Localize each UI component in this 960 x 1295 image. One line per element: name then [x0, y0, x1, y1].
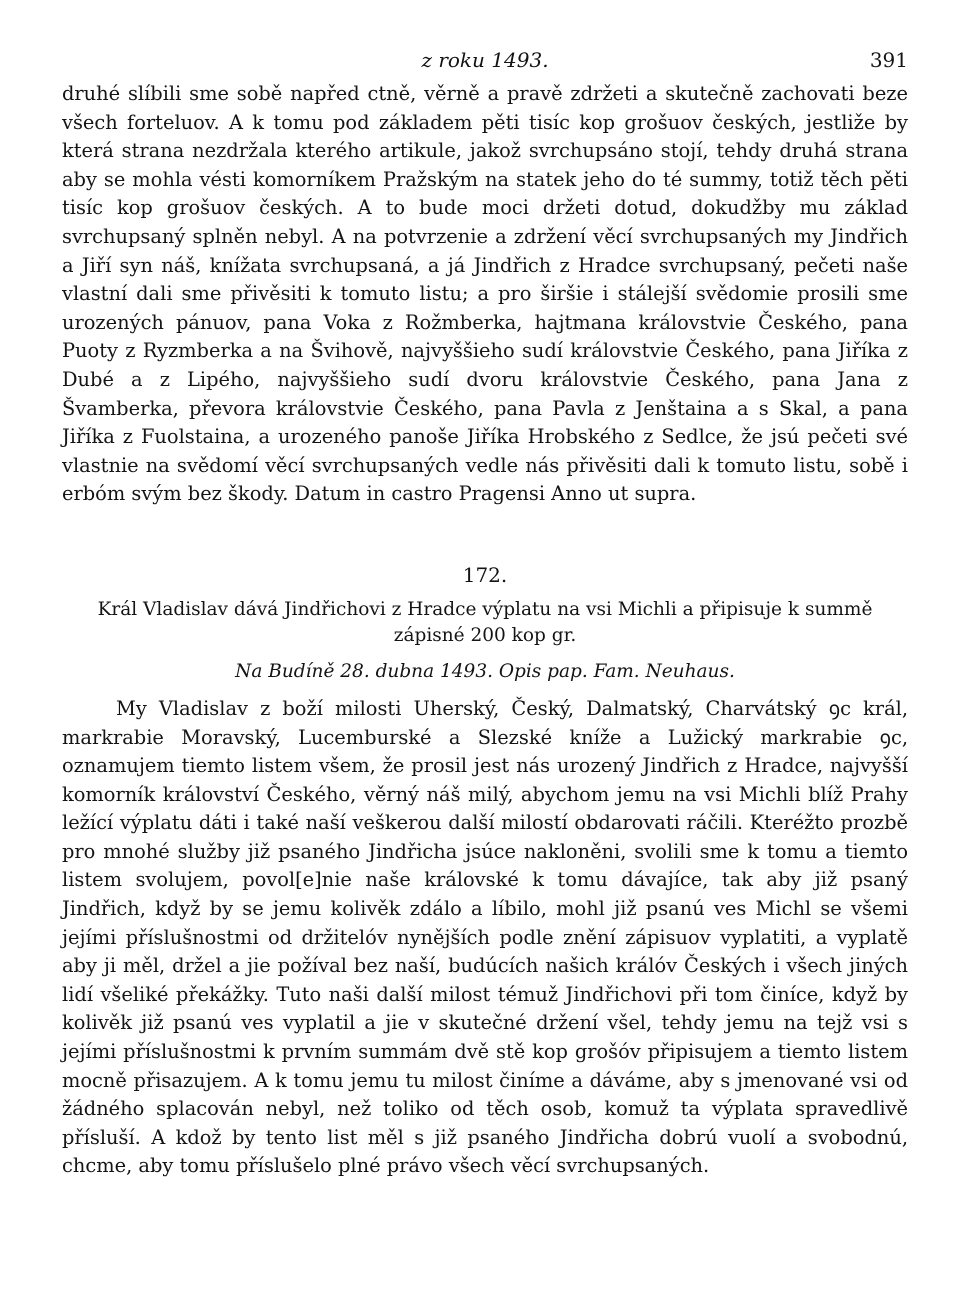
running-head: [62, 40, 908, 80]
document-number: 172.: [462, 562, 508, 587]
document-text: My Vladislav z boží milosti Uherský, Český, Dalmatský, Charvátský ꝯc král, markrabie Moravský, Lucemburské a Slezské kníže a Lužický markrabie ꝯc, oznamujem tiemto listem všem, že prosil jest nás urozený Jindřich z Hradce, najvyšší komorník království Českého, věrný náš milý, abychom jemu na vsi Michli blíž Prahy ležící výplatu dáti i také naší veškerou další milostí obdarovati ráčili. Kteréžto prozbě pro mnohé služby již psaného Jindřicha jsúce nakloněni, svolili sme k tomu a tiemto listem svolujem, povol[e]nie naše královské k tomu dávajíce, tak aby již psaný Jindřich, když by se jemu kolivěk zdálo a líbilo, mohl již psanú ves Michl se všemi jejími příslušnostmi od držitelóv nynějších podle znění zápisuov vyplatiti, a vyplatě aby ji měl, držel a jie požíval bez naší, budúcích našich králóv Českých i všech jiných lidí všeliké překážky. Tuto naši další milost témuž Jindřichovi při tom činíce, když by kolivěk již psanú ves vyplatil a jie v skutečné držení všel, tehdy jemu na tejž vsi s jejími příslušnostmi k prvním summám dvě stě kop grošóv připisujem a tiemto listem mocně přisazujem. A k tomu jemu tu milost činíme a dáváme, aby s jmenované vsi od žádného splacován nebyl, než toliko od těch osob, komuž ta výplata spravedlivě přísluší. A kdož by tento list měl s již psaného Jindřicha dobrú vuolí a svobodnú, chcme, aby tomu příslušelo plné právo všech věcí svrchupsaných.: [62, 696, 908, 1178]
continued-document-text: druhé slíbili sme sobě napřed ctně, věrně a pravě zdržeti a skutečně zachovati beze všech forteluov. A k tomu pod základem pěti tisíc kop grošuov českých, jestliže by která strana nezdržala kterého artikule, jakož svrchupsáno stojí, tehdy druhá strana aby se mohla vésti komorníkem Pražským na statek jeho do té summy, totiž těch pěti tisíc kop grošuov českých. A to bude moci držeti dotud, dokudžby mu základ svrchupsaný splněn nebyl. A na potvrzenie a zdržení věcí svrchupsaných my Jindřich a Jiří syn náš, knížata svrchupsaná, a já Jindřich z Hradce svrchupsaný, pečeti naše vlastní dali sme přivěsiti k tomuto listu; a pro širšie i stálejší svědomie prosili sme urozených pánuov, pana Voka z Rožmberka, hajtmana královstvie Českého, pana Puoty z Ryzmberka a na Švihově, najvyššieho sudí královstvie Českého, pana Jiříka z Dubé a z Lipého, najvyššieho sudí dvoru královstvie Českého, pana Jana z Švamberka, převora královstvie Českého, pana Pavla z Jenštaina a s Skal, a pana Jiříka z Fuolstaina, a urozeného panoše Jiříka Hrobského z Sedlce, že jsú pečeti své vlastnie na svědomí věcí svrchupsaných vedle nás přivěsiti dali k tomuto listu, sobě i erbóm svým bez škody. Datum in castro Pragensi Anno ut supra.: [62, 82, 908, 506]
running-head-title: z roku 1493.: [421, 48, 549, 72]
document-regest: Král Vladislav dává Jindřichovi z Hradce výplatu na vsi Michli a připisuje k summě zápisné 200 kop gr.: [97, 598, 873, 646]
document-dating: Na Budíně 28. dubna 1493. Opis pap. Fam. Neuhaus.: [235, 660, 735, 682]
book-page: [62, 40, 908, 1181]
page-number: 391: [869, 48, 908, 72]
